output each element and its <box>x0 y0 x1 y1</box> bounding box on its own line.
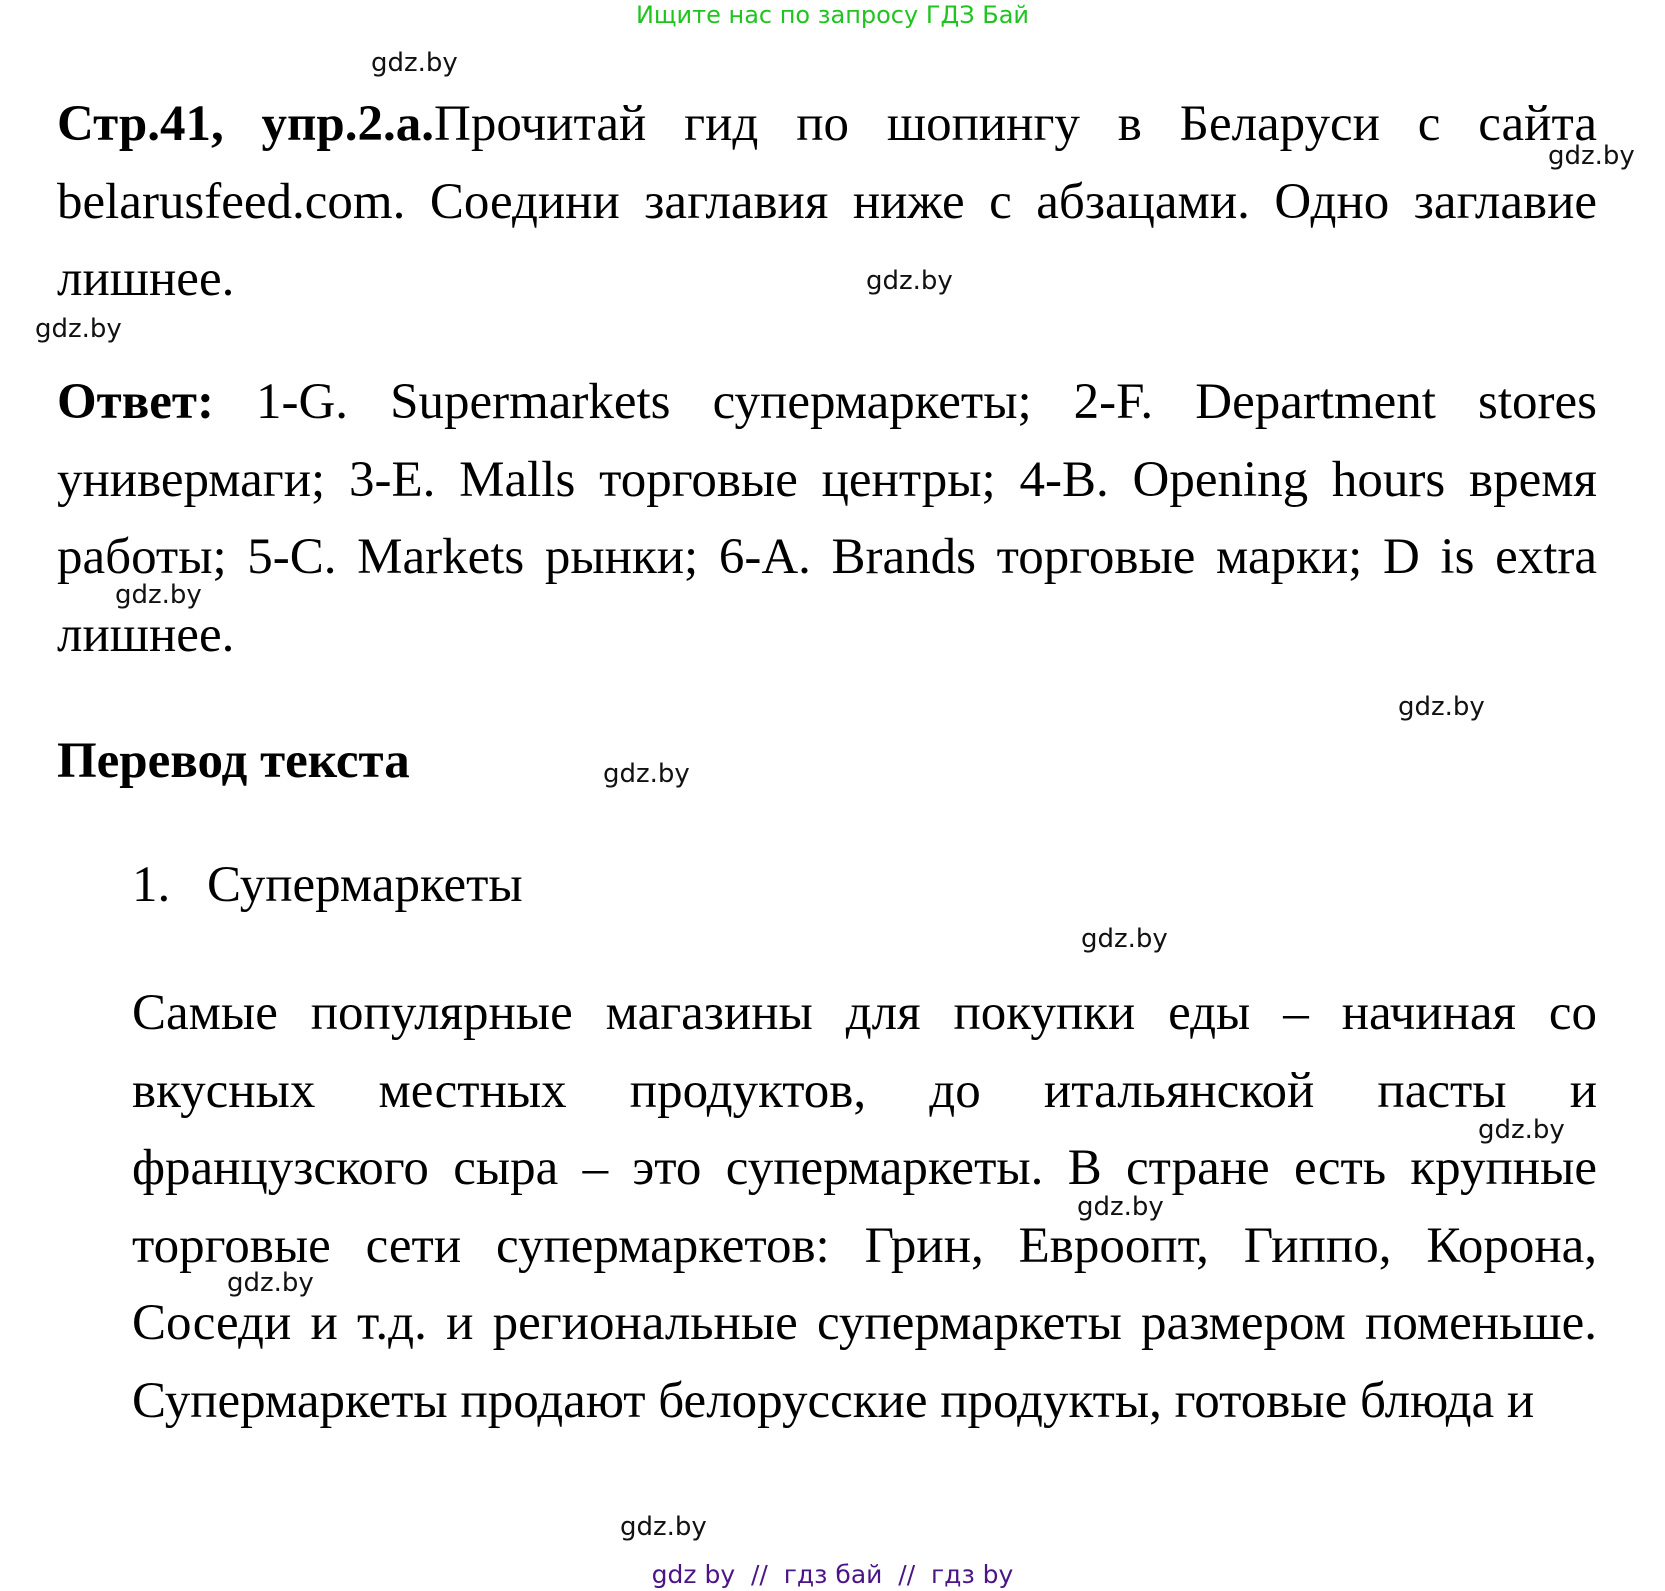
watermark: gdz.by <box>866 266 953 296</box>
task-text: Прочитай гид по шопингу в Беларуси с сайта belarusfeed.com. Соедини заглавия ниже с абзацами. Одно заглавие лишнее. <box>57 96 1597 307</box>
watermark: gdz.by <box>620 1512 707 1542</box>
watermark: gdz.by <box>1548 141 1635 171</box>
section-title <box>132 850 523 920</box>
watermark: gdz.by <box>227 1268 314 1298</box>
footer-links: gdz by // гдз бай // гдз by <box>651 1560 1014 1589</box>
task-statement <box>57 86 1597 319</box>
watermark: gdz.by <box>1077 1192 1164 1222</box>
section-body: Самые популярные магазины для покупки еды – начиная со вкусных местных продуктов, до итальянской пасты и французского сыра – это супермаркеты. В стране есть крупные торговые сети супермаркетов: Грин, Евроопт, Гиппо, Корона, Соседи и т.д. и региональные супермаркеты размером поменьше. Супермаркеты продают белорусские продукты, готовые блюда и <box>132 985 1597 1429</box>
watermark: gdz.by <box>35 314 122 344</box>
translation-heading: Перевод текста <box>57 733 410 789</box>
task-label: Стр.41, упр.2.а. <box>57 96 435 152</box>
watermark: gdz.by <box>371 48 458 78</box>
answer-text: 1-G. Supermarkets супермаркеты; 2-F. Department stores универмаги; 3-E. Malls торговые центры; 4-B. Opening hours время работы; 5-C. Markets рынки; 6-A. Brands торговые марки; D is extra лишнее. <box>57 374 1597 663</box>
watermark: gdz.by <box>1081 924 1168 954</box>
watermark: gdz.by <box>115 580 202 610</box>
section-number: 1. <box>132 857 171 913</box>
section-title-text: Супермаркеты <box>207 857 523 913</box>
watermark: gdz.by <box>603 759 690 789</box>
watermark: gdz.by <box>1398 692 1485 722</box>
search-banner: Ищите нас по запросу ГДЗ Бай <box>635 1 1030 29</box>
answer-label: Ответ: <box>57 374 214 430</box>
answer-block <box>57 364 1597 674</box>
watermark: gdz.by <box>1478 1115 1565 1145</box>
